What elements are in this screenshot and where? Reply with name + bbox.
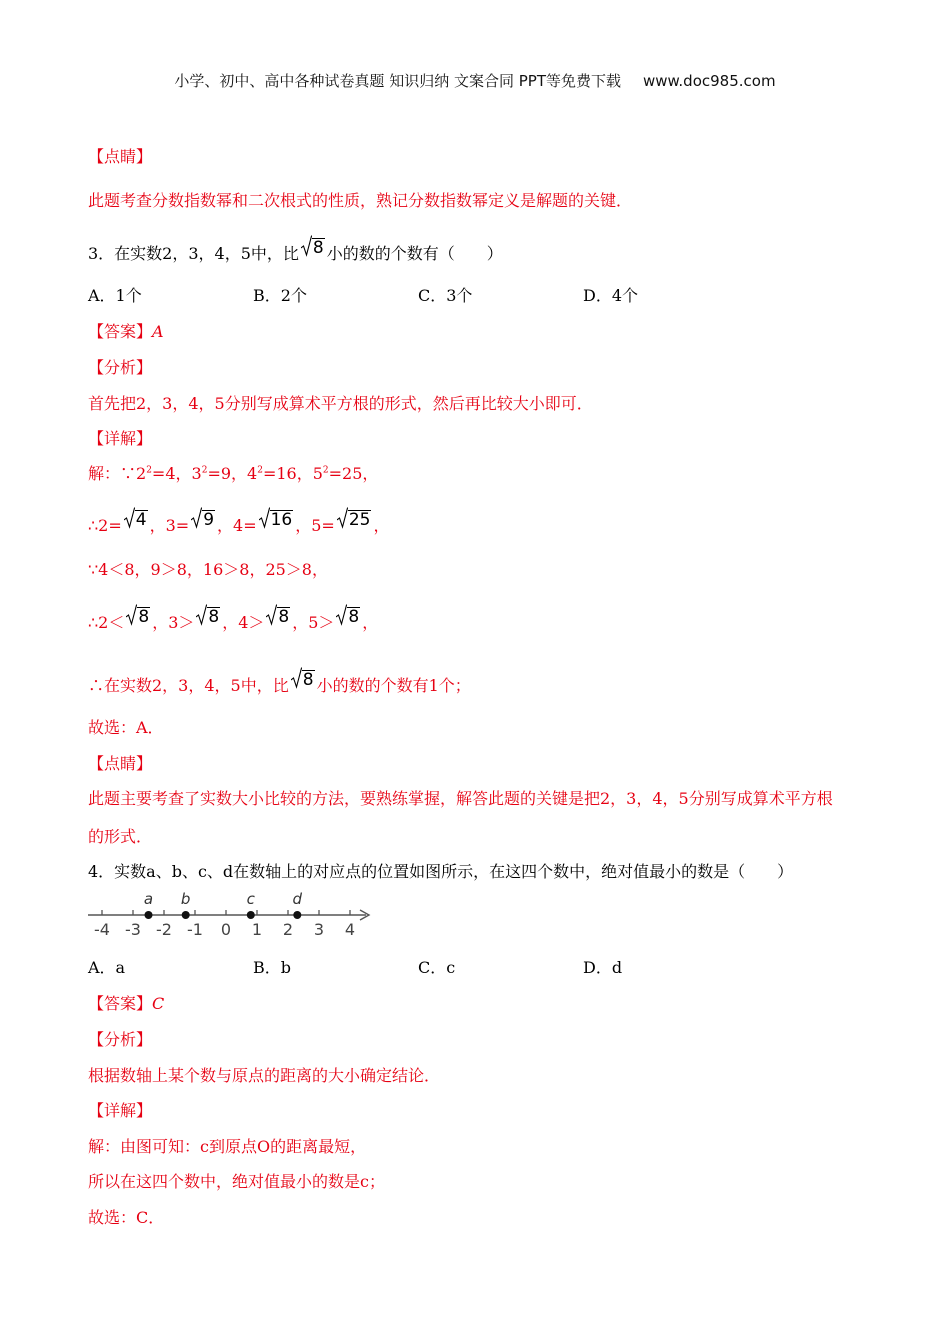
q3-option-b: B．2个: [253, 286, 307, 305]
number-line-tick-label: 0: [220, 920, 232, 939]
q4-stem: 4．实数a、b、c、d在数轴上的对应点的位置如图所示，在这四个数中，绝对值最小的数是（ ）: [88, 862, 794, 881]
q3-option-c: C．3个: [418, 286, 473, 305]
q2-dianjing-text: 此题考查分数指数幂和二次根式的性质，熟记分数指数幂定义是解题的关键．: [88, 191, 633, 210]
q3-dianjing-1: 此题主要考查了实数大小比较的方法，要熟练掌握，解答此题的关键是把2，3，4，5分别写成算术平方根: [88, 789, 833, 808]
number-line-tick-label: 2: [282, 920, 294, 939]
q4-fenxi-text: 根据数轴上某个数与原点的距离的大小确定结论．: [88, 1066, 441, 1085]
point-d: [293, 911, 301, 919]
number-line-figure: [84, 888, 384, 948]
point-label-c: c: [246, 890, 255, 908]
point-label-b: b: [180, 890, 191, 908]
q4-option-a: A．a: [88, 958, 126, 977]
q3-fenxi-label: 【分析】: [88, 358, 153, 377]
q3-conclusion: 故选：A．: [88, 718, 164, 737]
sqrt-8: 8: [336, 607, 360, 626]
point-c: [247, 911, 255, 919]
point-b: [182, 911, 190, 919]
q4-conclusion: 故选：C．: [88, 1208, 165, 1227]
q3-step3: ∵4＜8，9＞8，16＞8，25＞8，: [88, 560, 328, 579]
q3-stem-a: 3．在实数2，3，4，5中，比: [88, 244, 299, 263]
header-site[interactable]: www.doc985.com: [642, 72, 776, 90]
q4-answer: 【答案】C: [88, 994, 165, 1013]
number-line-tick-label: 1: [251, 920, 263, 939]
q3-stem: [88, 238, 503, 264]
sqrt-8: 8: [266, 607, 290, 626]
page-header: [0, 70, 950, 91]
number-line-tick-label: -4: [94, 920, 110, 939]
q3-stem-b: 小的数的个数有（ ）: [326, 244, 503, 263]
sqrt-4: 4: [124, 510, 148, 529]
sqrt-8: 8: [196, 607, 220, 626]
number-line-tick-label: -2: [156, 920, 172, 939]
q3-dianjing-label: 【点睛】: [88, 754, 153, 773]
sqrt-9: 9: [191, 510, 215, 529]
q4-xiangjie-label: 【详解】: [88, 1101, 153, 1120]
q3-fenxi-text: 首先把2，3，4，5分别写成算术平方根的形式，然后再比较大小即可．: [88, 394, 593, 413]
q4-step1: 解：由图可知：c到原点O的距离最短，: [88, 1137, 367, 1156]
header-text: 小学、初中、高中各种试卷真题 知识归纳 文案合同 PPT等免费下载: [174, 72, 621, 90]
sqrt-8: 8: [126, 607, 150, 626]
point-label-a: a: [143, 890, 154, 908]
number-line-tick-label: -3: [125, 920, 141, 939]
q3-xiangjie-label: 【详解】: [88, 429, 153, 448]
sqrt-8: 8: [301, 238, 325, 257]
q3-step2: ∴2= 4 ，3= 9 ，4= 16 ，5= 25 ，: [88, 510, 390, 535]
q4-option-c: C．c: [418, 958, 456, 977]
q4-fenxi-label: 【分析】: [88, 1030, 153, 1049]
number-line-tick-label: 4: [344, 920, 356, 939]
q3-dianjing-2: 的形式．: [88, 827, 153, 846]
q3-step1: 解：$\because 2^2=4$，$3^2=9$，$4^2=16$，$5^2=25$，: [88, 464, 379, 483]
q4-option-b: B．b: [253, 958, 292, 977]
q3-step5: ∴在实数2，3，4，5中，比 8 小的数的个数有1个；: [88, 670, 471, 695]
q2-dianjing-label: 【点睛】: [88, 147, 153, 166]
q3-answer: 【答案】A: [88, 322, 164, 341]
sqrt-25: 25: [337, 510, 372, 529]
q4-option-d: D．d: [583, 958, 623, 977]
q3-step4: ∴2＜ 8 ，3＞ 8 ，4＞ 8 ，5＞ 8 ，: [88, 607, 379, 632]
q4-step2: 所以在这四个数中，绝对值最小的数是c；: [88, 1172, 385, 1191]
q3-option-a: A．1个: [88, 286, 142, 305]
sqrt-8: 8: [291, 670, 315, 689]
number-line-tick-label: 3: [313, 920, 325, 939]
q3-option-d: D．4个: [583, 286, 639, 305]
number-line-tick-label: -1: [187, 920, 203, 939]
point-a: [145, 911, 153, 919]
sqrt-16: 16: [259, 510, 294, 529]
point-label-d: d: [292, 890, 303, 908]
